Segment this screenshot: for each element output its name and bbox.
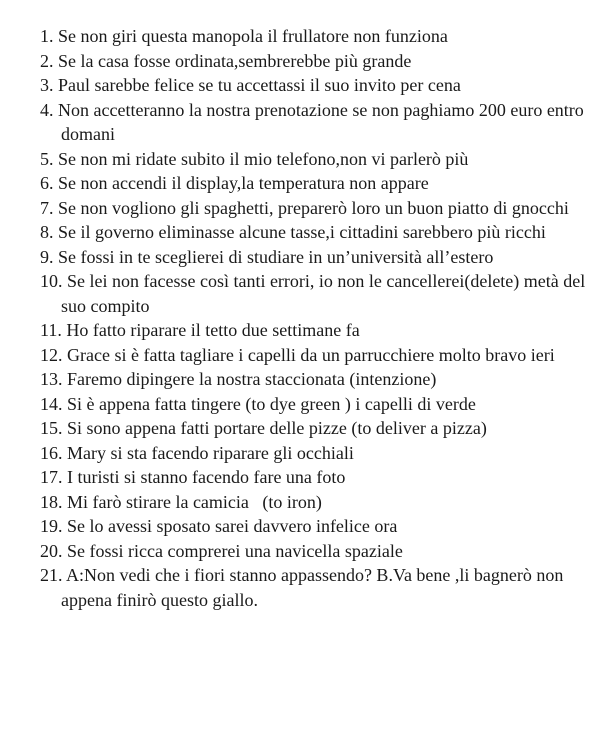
item-text: Mary si sta facendo riparare gli occhiali [67, 442, 354, 463]
item-number: 4. [40, 99, 54, 120]
item-text: Se fossi ricca comprerei una navicella spaziale [67, 540, 403, 561]
item-number: 1. [40, 26, 54, 46]
item-text: Se lo avessi sposato sarei davvero infelice ora [67, 516, 398, 536]
item-number: 21. [40, 565, 63, 585]
item-number: 18. [40, 491, 63, 512]
item-text: Se il governo eliminasse alcune tasse,i cittadini sarebbero più ricchi [58, 222, 546, 242]
item-number: 6. [40, 173, 54, 193]
item-number: 17. [40, 467, 63, 487]
item-text: Faremo dipingere la nostra staccionata (intenzione) [67, 369, 437, 389]
item-number: 2. [40, 50, 54, 71]
item-number: 12. [40, 344, 63, 365]
list-item [40, 49, 588, 74]
item-number: 20. [40, 540, 63, 561]
item-text: Se non vogliono gli spaghetti, preparerò loro un buon piatto di gnocchi [58, 197, 569, 218]
item-number: 11. [40, 320, 62, 340]
list-item [40, 73, 588, 98]
item-text: Se non giri questa manopola il frullatore non funziona [58, 26, 448, 46]
item-text: Se lei non facesse così tanti errori, io non le cancellerei(delete) metà del suo compito [61, 271, 590, 316]
item-text: Paul sarebbe felice se tu accettassi il suo invito per cena [58, 75, 461, 95]
item-number: 10. [40, 271, 63, 291]
list-item [40, 318, 588, 343]
item-text: Si sono appena fatti portare delle pizze (to deliver a pizza) [67, 418, 487, 438]
item-text: I turisti si stanno facendo fare una foto [67, 467, 346, 487]
list-item [40, 343, 588, 368]
item-number: 5. [40, 148, 54, 169]
list-item [40, 441, 588, 466]
list-item [40, 196, 588, 221]
item-text: Se fossi in te sceglierei di studiare in un’università all’estero [58, 246, 494, 267]
list-item [40, 367, 588, 392]
item-text: Si è appena fatta tingere (to dye green ) i capelli di verde [67, 393, 476, 414]
item-number: 7. [40, 197, 54, 218]
item-number: 3. [40, 75, 54, 95]
item-text: Ho fatto riparare il tetto due settimane fa [66, 320, 360, 340]
item-number: 15. [40, 418, 63, 438]
list-item [40, 147, 588, 172]
item-number: 16. [40, 442, 63, 463]
item-text: Se non accendi il display,la temperatura non appare [58, 173, 429, 193]
list-item [40, 98, 588, 147]
item-number: 13. [40, 369, 63, 389]
list-item [40, 269, 588, 318]
list-item [40, 514, 588, 539]
list-item [40, 220, 588, 245]
item-text: Grace si è fatta tagliare i capelli da un parrucchiere molto bravo ieri [67, 344, 555, 365]
item-number: 14. [40, 393, 63, 414]
list-item [40, 245, 588, 270]
item-number: 9. [40, 246, 54, 267]
item-text: Se la casa fosse ordinata,sembrerebbe più grande [58, 50, 412, 71]
list-item [40, 24, 588, 49]
item-text: Non accetteranno la nostra prenotazione se non paghiamo 200 euro entro domani [58, 99, 589, 144]
list-item [40, 490, 588, 515]
item-number: 8. [40, 222, 54, 242]
list-item [40, 171, 588, 196]
list-item [40, 563, 588, 612]
list-item [40, 416, 588, 441]
list-item [40, 392, 588, 417]
item-text: Mi farò stirare la camicia (to iron) [67, 491, 322, 512]
item-text: Se non mi ridate subito il mio telefono,non vi parlerò più [58, 148, 469, 169]
item-text: A:Non vedi che i fiori stanno appassendo? B.Va bene ,li bagnerò non appena finirò questo giallo. [61, 565, 568, 610]
list-item [40, 465, 588, 490]
item-number: 19. [40, 516, 63, 536]
sentence-list [40, 24, 588, 612]
list-item [40, 539, 588, 564]
